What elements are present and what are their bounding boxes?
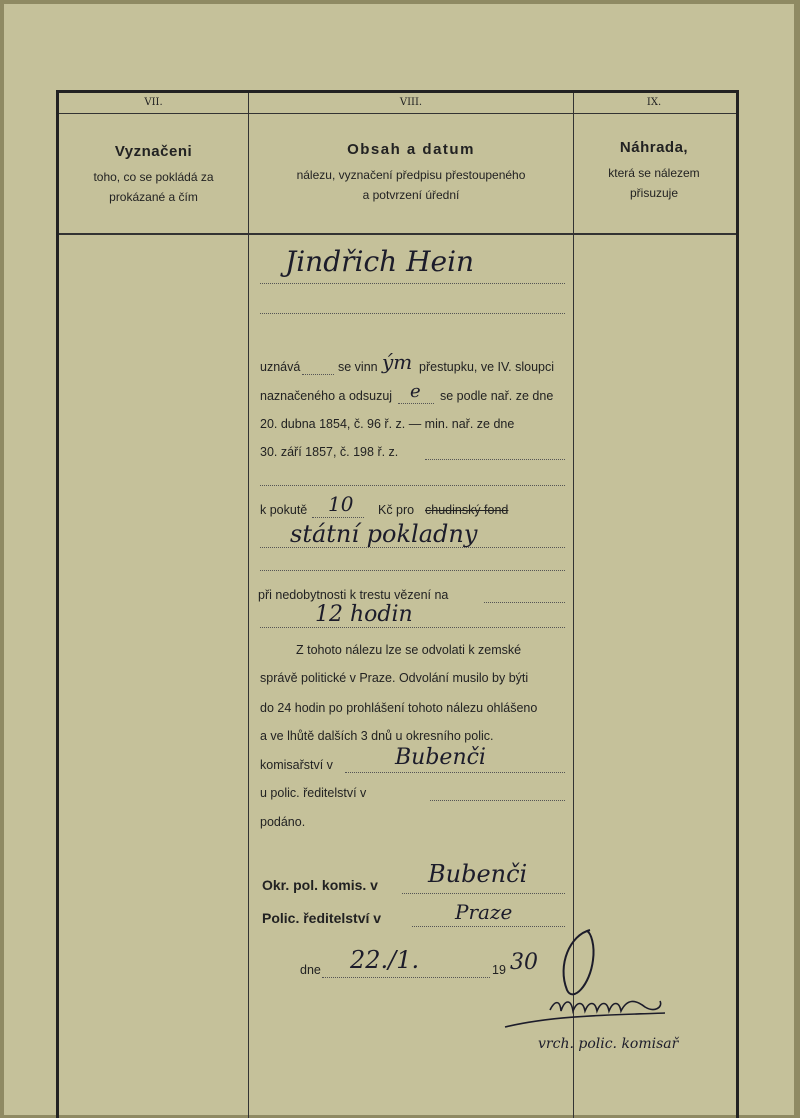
verdict-text: naznačeného a odsuzuj xyxy=(260,389,393,403)
date-label: dne xyxy=(300,963,321,977)
okr-komis-place: Bubenči xyxy=(428,860,528,888)
verdict-text: 20. dubna 1854, č. 96 ř. z. — min. nař. ze dne xyxy=(260,417,515,431)
header-row-divider xyxy=(59,233,736,235)
official-signature xyxy=(495,915,695,1040)
dotted-line xyxy=(484,602,565,603)
handwritten-ending: ým xyxy=(382,350,413,374)
handwritten-ending: e xyxy=(410,381,421,402)
column-numeral: VII. xyxy=(144,97,163,108)
komisarstvi-label: komisařství v xyxy=(260,758,333,772)
year-suffix: 30 xyxy=(510,950,538,975)
appeal-text: správě politické v Praze. Odvolání musilo by býti xyxy=(260,671,529,685)
appeal-text: do 24 hodin po prohlášení tohoto nálezu ohlášeno xyxy=(260,701,538,715)
fine-currency: Kč pro xyxy=(378,503,415,517)
dotted-line xyxy=(312,517,364,518)
signature-caption: vrch. polic. komisař xyxy=(538,1036,679,1052)
appeal-text: Z tohoto nálezu lze se odvolati k zemské xyxy=(296,643,522,657)
reditelstvi-label: u polic. ředitelství v xyxy=(260,786,367,800)
dotted-line xyxy=(322,977,490,978)
column-subtitle: přisuzuje xyxy=(629,186,679,200)
fine-amount: 10 xyxy=(328,492,354,516)
dotted-line xyxy=(425,459,565,460)
numeral-row-divider xyxy=(59,113,736,114)
polic-reditelstvi-label: Polic. ředitelství v xyxy=(262,910,382,926)
column-header-vii xyxy=(59,143,248,207)
komisarstvi-place: Bubenči xyxy=(395,745,486,770)
column-header-ix xyxy=(574,139,734,203)
column-subtitle: a potvrzení úřední xyxy=(362,188,460,202)
okr-komis-label: Okr. pol. komis. v xyxy=(262,877,378,893)
appeal-text: a ve lhůtě dalších 3 dnů u okresního polic. xyxy=(260,729,494,743)
struck-fund: chudinský fond xyxy=(425,503,509,517)
fine-recipient: státní pokladny xyxy=(290,520,478,548)
handwritten-date: 22./1. xyxy=(350,946,420,974)
dotted-line xyxy=(402,893,565,894)
dotted-line xyxy=(260,627,565,628)
column-title: Vyznačeni xyxy=(114,143,193,160)
dotted-line xyxy=(260,547,565,548)
dotted-line xyxy=(302,374,334,375)
dotted-line xyxy=(398,403,434,404)
podano-text: podáno. xyxy=(260,815,306,829)
verdict-text: 30. září 1857, č. 198 ř. z. xyxy=(260,445,399,459)
verdict-text: se vinn xyxy=(338,360,378,374)
verdict-text: přestupku, ve IV. sloupci xyxy=(419,360,555,374)
polic-reditelstvi-place: Praze xyxy=(455,900,513,924)
column-title: Náhrada, xyxy=(619,139,689,156)
prison-label: při nedobytnosti k trestu vězení na xyxy=(258,588,449,602)
column-divider xyxy=(248,93,249,1118)
column-numeral: IX. xyxy=(646,97,662,108)
column-subtitle: prokázané a čím xyxy=(109,190,198,204)
dotted-line xyxy=(260,313,565,314)
verdict-word: uznává xyxy=(260,360,301,374)
offender-name: Jindřich Hein xyxy=(285,245,475,278)
column-title: Obsah a datum xyxy=(347,141,475,158)
year-prefix: 19 xyxy=(492,963,506,977)
column-subtitle: nálezu, vyznačení předpisu přestoupeného xyxy=(296,168,526,182)
dotted-line xyxy=(345,772,565,773)
dotted-line xyxy=(430,800,565,801)
column-header-viii xyxy=(249,141,573,205)
column-subtitle: toho, co se pokládá za xyxy=(93,170,214,184)
dotted-line xyxy=(260,283,565,284)
dotted-line xyxy=(260,485,565,486)
fine-label: k pokutě xyxy=(260,503,308,517)
prison-term: 12 hodin xyxy=(315,602,413,627)
dotted-line xyxy=(260,570,565,571)
column-numeral: VIII. xyxy=(399,97,423,108)
verdict-text: se podle nař. ze dne xyxy=(440,389,554,403)
column-subtitle: která se nálezem xyxy=(608,166,700,180)
